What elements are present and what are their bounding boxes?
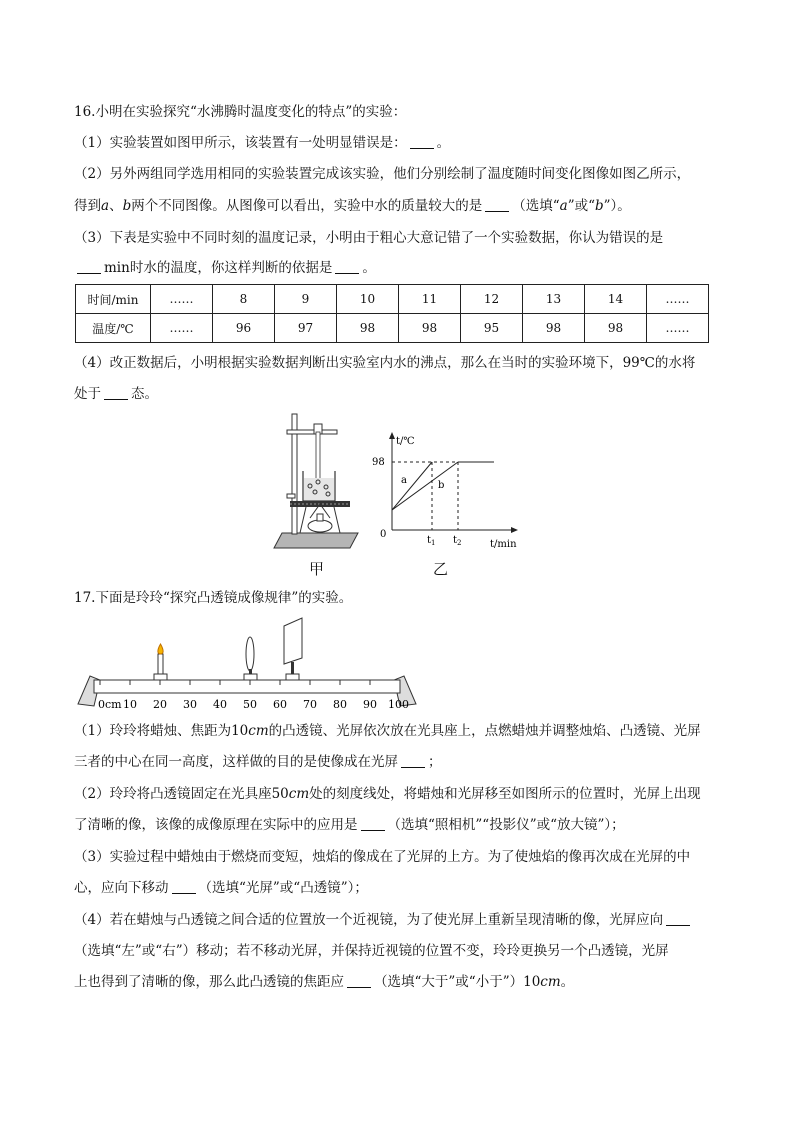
text: ”）。	[603, 198, 631, 214]
answer-blank[interactable]	[401, 753, 425, 768]
t2-subscript: 2	[457, 539, 462, 547]
text: （1）玲玲将蜡烛、焦距为	[74, 723, 232, 739]
table-cell: 8	[213, 285, 275, 314]
text: ”或“	[567, 198, 595, 214]
var-b: b	[122, 198, 132, 214]
table-cell: 11	[399, 285, 461, 314]
text: 了清晰的像，该像的成像原理在实际中的应用是	[74, 817, 358, 833]
table-cell: 13	[523, 285, 585, 314]
value: 10	[523, 974, 541, 990]
t1-text: t	[427, 535, 432, 546]
q17-part1-line2	[74, 752, 442, 772]
temperature-time-graph	[370, 430, 530, 552]
value: 50	[271, 786, 289, 802]
q16-part2-line2	[74, 196, 631, 216]
text: 。	[560, 974, 575, 990]
text: 态。	[131, 386, 158, 402]
q17-part4-line1	[74, 910, 693, 930]
unit: cm	[540, 974, 561, 990]
text: （选填“光屏”或“凸透镜”）；	[198, 880, 368, 896]
text: ；	[428, 754, 442, 770]
q17-part2-line1	[74, 784, 701, 804]
table-cell: 14	[585, 285, 647, 314]
answer-blank[interactable]	[485, 197, 509, 212]
bench-tick-label: 80	[333, 698, 347, 711]
text: min时水的温度，你这样判断的依据是	[104, 260, 333, 276]
q16-part4-line1: （4）改正数据后，小明根据实验数据判断出实验室内水的沸点，那么在当时的实验环境下，99℃的水将	[74, 355, 696, 371]
table-cell: 温度/℃	[76, 314, 151, 343]
table-cell: 98	[399, 314, 461, 343]
text: 的凸透镜、光屏依次放在光具座上，点燃蜡烛并调整烛焰、凸透镜、光屏	[268, 723, 701, 739]
q17-part3-line2	[74, 878, 368, 898]
table-cell: 98	[585, 314, 647, 343]
boiling-apparatus-figure	[270, 408, 362, 553]
table-cell: ……	[647, 314, 709, 343]
optical-bench-figure	[74, 614, 420, 712]
q16-part3-line2	[74, 258, 376, 278]
text: 、	[109, 198, 123, 214]
bench-tick-label: 90	[363, 698, 377, 711]
table-cell: 98	[523, 314, 585, 343]
bench-tick-label: 40	[213, 698, 227, 711]
bench-tick-label: 60	[273, 698, 287, 711]
x-axis-label: t/min	[490, 539, 517, 550]
table-cell: ……	[151, 314, 213, 343]
curve-a-label: a	[401, 475, 407, 486]
text: 处于	[74, 386, 101, 402]
q16-part3-line1: （3）下表是实验中不同时刻的温度记录，小明由于粗心大意记错了一个实验数据，你认为错误的是	[74, 230, 664, 246]
table-cell: ……	[647, 285, 709, 314]
text: 得到	[74, 198, 101, 214]
text: （选填“大于”或“小于”）	[374, 974, 524, 990]
figure-label-jia: 甲	[309, 560, 325, 578]
q17-title: 17.下面是玲玲“探究凸透镜成像规律”的实验。	[74, 590, 353, 606]
text: （4）若在蜡烛与凸透镜之间合适的位置放一个近视镜，为了使光屏上重新呈现清晰的像，光屏应向	[74, 912, 664, 928]
bench-tick-label: 20	[153, 698, 167, 711]
curve-b-label: b	[438, 480, 445, 491]
q17-part2-line2	[74, 815, 625, 835]
answer-blank[interactable]	[410, 134, 434, 149]
table-cell: ……	[151, 285, 213, 314]
text: 处的刻度线处，将蜡烛和光屏移至如图所示的位置时，光屏上出现	[309, 786, 701, 802]
answer-blank[interactable]	[172, 879, 196, 894]
answer-blank[interactable]	[347, 973, 371, 988]
table-row	[76, 285, 709, 314]
bench-tick-label: 30	[183, 698, 197, 711]
answer-blank[interactable]	[335, 259, 359, 274]
text: （选填“照相机”“投影仪”或“放大镜”）；	[387, 817, 625, 833]
text: 上也得到了清晰的像，那么此凸透镜的焦距应	[74, 974, 344, 990]
figure-label-yi: 乙	[433, 560, 449, 578]
t2-text: t	[453, 535, 458, 546]
q17-part3-line1: （3）实验过程中蜡烛由于燃烧而变短，烛焰的像成在了光屏的上方。为了使烛焰的像再次成在光屏的中	[74, 849, 691, 865]
q16-title: 16.小明在实验探究“水沸腾时温度变化的特点”的实验：	[74, 104, 407, 120]
answer-blank[interactable]	[77, 259, 101, 274]
y-axis-label: t/℃	[396, 436, 415, 447]
text: （2）玲玲将凸透镜固定在光具座	[74, 786, 272, 802]
answer-blank[interactable]	[104, 385, 128, 400]
text: 心，应向下移动	[74, 880, 169, 896]
q16-part1-text: （1）实验装置如图甲所示，该装置有一处明显错误是：	[74, 135, 407, 151]
q16-part4-line2	[74, 384, 158, 404]
q16-part1-end: 。	[436, 135, 451, 151]
option-b: b	[595, 198, 604, 214]
table-cell: 10	[337, 285, 399, 314]
q17-part1-line1	[74, 721, 701, 741]
answer-blank[interactable]	[666, 911, 690, 926]
bench-tick-label: 50	[243, 698, 257, 711]
var-a: a	[101, 198, 110, 214]
option-a: a	[559, 198, 568, 214]
table-cell: 96	[213, 314, 275, 343]
bench-tick-label: 70	[303, 698, 317, 711]
text: 。	[362, 260, 376, 276]
q17-part4-line3	[74, 972, 574, 992]
q16-part1	[74, 133, 450, 153]
table-cell: 98	[337, 314, 399, 343]
q16-part2-line1: （2）另外两组同学选用相同的实验装置完成该实验，他们分别绘制了温度随时间变化图像如图乙所示，	[74, 166, 691, 182]
bench-tick-label: 0cm	[98, 698, 122, 711]
temperature-table	[75, 284, 709, 343]
text: 三者的中心在同一高度，这样做的目的是使像成在光屏	[74, 754, 398, 770]
t2-label	[453, 535, 462, 547]
bench-tick-label: 100	[388, 698, 409, 711]
table-row	[76, 314, 709, 343]
unit: cm	[288, 786, 310, 802]
y-tick-98: 98	[372, 457, 385, 468]
t1-label	[427, 535, 436, 547]
bench-tick-label: 10	[123, 698, 137, 711]
q17-part4-line2: （选填“左”或“右”）移动；若不移动光屏，并保持近视镜的位置不变，玲玲更换另一个凸透镜，光屏	[74, 943, 669, 959]
t1-subscript: 1	[431, 539, 436, 547]
text: （选填“	[512, 198, 560, 214]
table-cell: 97	[275, 314, 337, 343]
table-cell: 12	[461, 285, 523, 314]
table-cell: 时间/min	[76, 285, 151, 314]
table-cell: 9	[275, 285, 337, 314]
text: 两个不同图像。从图像可以看出，实验中水的质量较大的是	[131, 198, 483, 214]
origin-label: 0	[380, 529, 387, 540]
value: 10	[231, 723, 249, 739]
table-cell: 95	[461, 314, 523, 343]
answer-blank[interactable]	[361, 816, 385, 831]
unit: cm	[248, 723, 269, 739]
